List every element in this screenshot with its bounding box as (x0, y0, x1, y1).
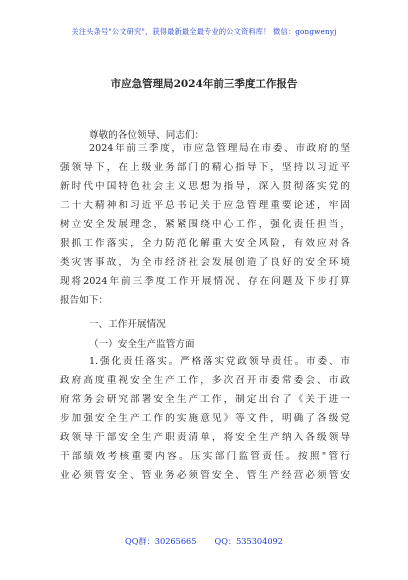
paragraph-line: 树立安全发展理念，紧紧围绕中心工作，强化责任担当， (60, 219, 350, 230)
section-heading: 一、工作开展情况 (89, 319, 166, 330)
paragraph-line: 政领导干部安全生产职责清单，将安全生产纳入各级领导 (60, 432, 350, 443)
paragraph-line: 政府高度重视安全生产工作，多次召开市委常委会、市政 (60, 375, 350, 386)
paragraph-line: 二十大精神和习近平总书记关于应急管理重要论述，牢固 (60, 200, 350, 211)
paragraph-line: 干部绩效考核重要内容。压实部门监管责任。按照"管行 (60, 451, 350, 462)
paragraph-line: 报告如下： (60, 295, 108, 306)
paragraph-line: 新时代中国特色社会主义思想为指导，深入贯彻落实党的 (60, 181, 350, 192)
paragraph-line: 2024年前三季度，市应急管理局在市委、市政府的坚 (89, 143, 350, 154)
subsection-heading: （一）安全生产监管方面 (89, 339, 195, 350)
paragraph-line: 类灾害事故，为全市经济社会发展创造了良好的安全环境 (60, 257, 350, 268)
qq-number: QQ：535304092 (214, 536, 283, 546)
qq-group-number: QQ群：30265665 (125, 536, 197, 546)
paragraph-line: 步加强安全生产工作的实施意见》等文件，明确了各级党 (60, 413, 350, 424)
paragraph-line: 强领导下，在上级业务部门的精心指导下，坚持以习近平 (60, 162, 350, 173)
header-note: 关注头条号"公文研究"，获得最新最全最专业的公文资料库！ 微信：gongwenyj (71, 27, 337, 36)
paragraph-line: 1.强化责任落实。严格落实党政领导责任。市委、市 (89, 356, 350, 367)
footer-contact (0, 536, 408, 547)
paragraph-line: 现将2024年前三季度工作开展情况、存在问题及下步打算 (60, 276, 350, 287)
paragraph-line: 府常务会研究部署安全生产工作，制定出台了《关于进一 (60, 394, 350, 405)
paragraph-line: 狠抓工作落实，全力防范化解重大安全风险，有效应对各 (60, 238, 350, 249)
paragraph-line: 业必须管安全、管业务必须管安全、管生产经营必须管安 (60, 470, 350, 481)
page-title: 市应急管理局2024年前三季度工作报告 (110, 78, 298, 90)
salutation: 尊敬的各位领导、同志们： (89, 130, 205, 141)
